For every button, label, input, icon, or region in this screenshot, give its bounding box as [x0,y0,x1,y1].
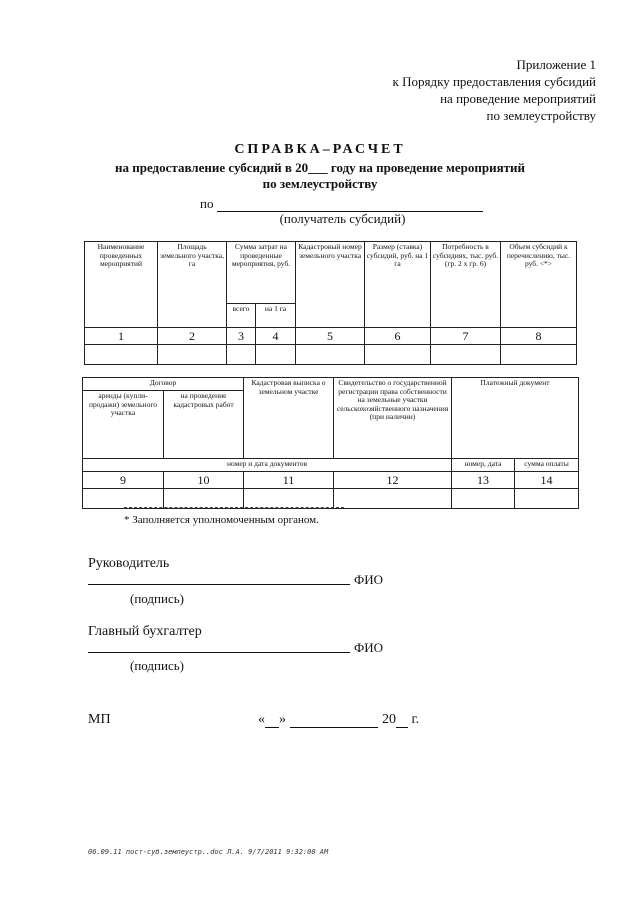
accountant-signature-caption: (подпись) [130,658,184,673]
column-number: 8 [501,328,577,345]
data-cell[interactable] [158,345,227,365]
header-cell: Договор [83,378,244,391]
column-number: 2 [158,328,227,345]
header-cell: номер, дата [452,459,515,472]
recipient-caption: (получатель субсидий) [279,211,406,226]
accountant-signature-line[interactable] [88,640,350,653]
document-subtitle [0,160,640,192]
year-blank[interactable] [396,715,408,728]
data-cell[interactable] [83,489,164,509]
header-cell: Свидетельство о государственной регистрации права собственности на земельные участки сельскохозяйственного назначения (при наличии) [334,378,452,459]
recipient-field[interactable] [200,196,483,212]
document-title: СПРАВКА–РАСЧЕТ [234,142,406,157]
data-cell[interactable] [296,345,365,365]
header-cell: Объем субсидий к перечислению, тыс. руб. <*> [501,242,577,328]
column-number: 9 [83,472,164,489]
footnote-divider [124,507,344,508]
head-title: Руководитель [88,556,170,571]
data-cell[interactable] [515,489,579,509]
column-number: 5 [296,328,365,345]
appendix-block [393,56,596,124]
data-cell[interactable] [452,489,515,509]
header-cell: номер и дата документов [83,459,452,472]
chief-accountant-title: Главный бухгалтер [88,624,202,639]
header-cell: аренды (купли-продажи) земельного участка [83,391,164,459]
data-cell[interactable] [85,345,158,365]
header-cell: на 1 га [256,304,296,328]
header-cell: Кадастровая выписка о земельном участке [244,378,334,459]
data-cell[interactable] [227,345,256,365]
date-field[interactable] [258,712,419,728]
accountant-fio: ФИО [354,640,384,655]
month-blank[interactable] [290,715,378,728]
date-close-quote: » [279,712,286,727]
subtitle-line: на предоставление субсидий в 20___ году на проведение мероприятий [115,160,525,175]
header-cell: Платежный документ [452,378,579,459]
documents-table [82,377,579,509]
column-number: 3 [227,328,256,345]
appendix-line: по землеустройству [486,108,596,123]
footnote [124,507,344,526]
year-suffix: г. [411,712,420,727]
recipient-prefix: по [200,196,214,211]
header-cell: всего [227,304,256,328]
header-cell: Площадь земельного участка, га [158,242,227,328]
year-prefix: 20 [382,712,396,727]
stamp-place: МП [88,712,111,727]
file-footer: 06.09.11 пост-суб.землеустр..doc Л.А. 9/7/2011 9:32:00 AM [88,848,329,856]
appendix-line: на проведение мероприятий [440,91,596,106]
column-number: 11 [244,472,334,489]
subtitle-line: по землеустройству [262,176,378,191]
data-cell[interactable] [365,345,431,365]
head-fio: ФИО [354,572,384,587]
data-cell[interactable] [164,489,244,509]
header-cell: Потребность в субсидиях, тыс. руб. (гр. 2 х гр. 6) [431,242,501,328]
data-cell[interactable] [431,345,501,365]
header-cell: Кадастровый номер земельного участка [296,242,365,328]
data-cell[interactable] [256,345,296,365]
header-cell: сумма оплаты [515,459,579,472]
header-cell: Наименование проведенных мероприятий [85,242,158,328]
date-open-quote: « [258,712,265,727]
header-cell: Размер (ставка) субсидий, руб. на 1 га [365,242,431,328]
appendix-line: Приложение 1 [516,57,596,72]
column-number: 13 [452,472,515,489]
data-cell[interactable] [244,489,334,509]
day-blank[interactable] [265,715,279,728]
column-number: 1 [85,328,158,345]
column-number: 12 [334,472,452,489]
calculation-table [84,241,577,365]
column-number: 4 [256,328,296,345]
data-cell[interactable] [501,345,577,365]
head-signature-line[interactable] [88,572,350,585]
header-cell: на проведение кадастровых работ [164,391,244,459]
column-number: 14 [515,472,579,489]
head-signature-caption: (подпись) [130,591,184,606]
column-number: 6 [365,328,431,345]
column-number: 10 [164,472,244,489]
column-number: 7 [431,328,501,345]
footnote-text: * Заполняется уполномоченным органом. [124,514,319,526]
header-cell: Сумма затрат на проведенные мероприятия, руб. [227,242,296,304]
data-cell[interactable] [334,489,452,509]
appendix-line: к Порядку предоставления субсидий [392,74,596,89]
